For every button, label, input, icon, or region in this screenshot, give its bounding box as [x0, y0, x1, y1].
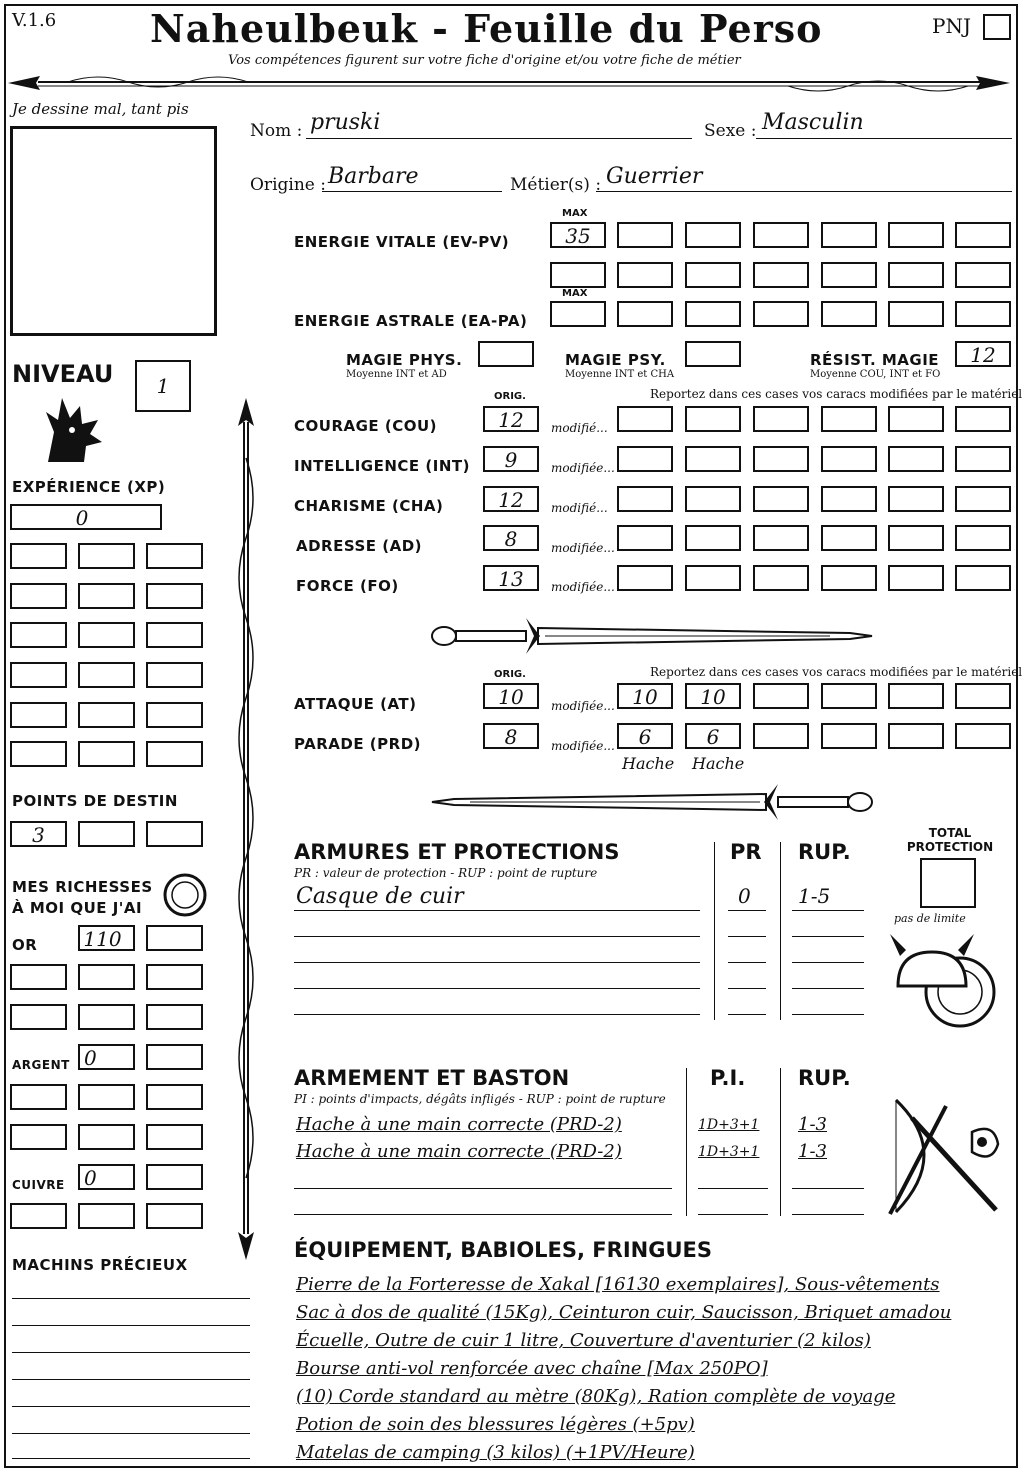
attaque-label: ATTAQUE (AT)	[294, 695, 417, 713]
wealth-label: MES RICHESSES	[12, 878, 153, 896]
ev-box[interactable]	[617, 262, 673, 288]
weapon-name[interactable]: Hache à une main correcte (PRD-2)	[296, 1114, 622, 1135]
nom-value[interactable]: pruski	[310, 110, 381, 135]
ev-box[interactable]	[617, 222, 673, 248]
ev-box[interactable]	[888, 222, 944, 248]
ea-box[interactable]	[685, 301, 741, 327]
stat-mod-box[interactable]	[685, 525, 741, 551]
parade-mod-box[interactable]: 6	[685, 723, 741, 749]
stat-label: COURAGE (COU)	[294, 417, 438, 435]
stat-mod-label: modifiée...	[551, 541, 615, 555]
origine-line	[322, 191, 502, 192]
armor-rup[interactable]: 1-5	[798, 884, 831, 908]
xp-cell[interactable]	[146, 543, 203, 569]
weapon-note: Hache	[622, 754, 675, 773]
attaque-mod-box[interactable]	[753, 683, 809, 709]
argent-box[interactable]	[146, 1044, 203, 1070]
destin-label: POINTS DE DESTIN	[12, 792, 178, 810]
portrait-caption: Je dessine mal, tant pis	[12, 100, 189, 118]
weapons-divider	[686, 1068, 687, 1216]
stat-label: ADRESSE (AD)	[296, 537, 423, 555]
dragon-icon	[40, 392, 106, 464]
xp-cell[interactable]	[10, 543, 67, 569]
or-box[interactable]: 110	[78, 925, 135, 951]
attaque-mod-label: modifiée...	[551, 699, 615, 713]
argent-box[interactable]	[10, 1124, 67, 1150]
stat-mod-box[interactable]	[821, 486, 877, 512]
or-box[interactable]	[10, 964, 67, 990]
stat-mod-box[interactable]	[888, 446, 944, 472]
parade-mod-box[interactable]	[753, 723, 809, 749]
armor-divider	[780, 842, 781, 1020]
armor-rup-label: RUP.	[798, 840, 851, 864]
armor-line	[728, 910, 766, 911]
or-box[interactable]	[10, 1004, 67, 1030]
niveau-box[interactable]: 1	[135, 360, 191, 412]
xp-cell[interactable]	[146, 583, 203, 609]
precious-label: MACHINS PRÉCIEUX	[12, 1256, 188, 1274]
xp-box[interactable]: 0	[10, 504, 162, 530]
stat-mod-box[interactable]	[685, 486, 741, 512]
argent-box[interactable]: 0	[78, 1044, 135, 1070]
attaque-mod-box[interactable]: 10	[685, 683, 741, 709]
stat-label: FORCE (FO)	[296, 577, 399, 595]
helmet-shield-icon	[888, 926, 1000, 1036]
armor-line	[728, 962, 766, 963]
sword-icon	[430, 780, 874, 824]
argent-box[interactable]	[146, 1084, 203, 1110]
stat-mod-box[interactable]	[753, 565, 809, 591]
xp-cell[interactable]	[146, 741, 203, 767]
precious-line	[12, 1352, 250, 1353]
stat-mod-box[interactable]	[617, 486, 673, 512]
weapon-pi[interactable]: 1D+3+1	[698, 1117, 760, 1133]
xp-cell[interactable]	[10, 741, 67, 767]
sheet-subtitle: Vos compétences figurent sur votre fiche d'origine et/ou votre fiche de métier	[228, 53, 741, 68]
armor-line	[294, 1014, 700, 1015]
metier-line	[596, 191, 1012, 192]
armor-title: ARMURES ET PROTECTIONS	[294, 840, 620, 864]
ea-box[interactable]	[617, 301, 673, 327]
metier-value[interactable]: Guerrier	[606, 164, 703, 189]
attaque-mod-box[interactable]	[888, 683, 944, 709]
weapon-pi[interactable]: 1D+3+1	[698, 1144, 760, 1160]
weapons-rup-label: RUP.	[798, 1066, 851, 1090]
stat-orig-box[interactable]: 13	[483, 565, 539, 591]
parade-mod-box[interactable]	[821, 723, 877, 749]
stat-mod-box[interactable]	[955, 446, 1011, 472]
parade-orig-box[interactable]: 8	[483, 723, 539, 749]
weapon-line	[792, 1214, 864, 1215]
attaque-orig-box[interactable]: 10	[483, 683, 539, 709]
origine-label: Origine :	[250, 175, 326, 195]
stats-report-note: Reportez dans ces cases vos caracs modifiées par le matériel	[650, 387, 1023, 401]
sexe-value[interactable]: Masculin	[762, 110, 864, 135]
stat-mod-box[interactable]	[617, 525, 673, 551]
stat-orig-box[interactable]: 12	[483, 406, 539, 432]
stat-mod-box[interactable]	[685, 446, 741, 472]
armor-line	[792, 910, 864, 911]
armor-line	[728, 1014, 766, 1015]
armor-line	[294, 988, 700, 989]
cuivre-box[interactable]	[146, 1203, 203, 1229]
argent-box[interactable]	[78, 1084, 135, 1110]
or-box[interactable]	[78, 964, 135, 990]
nom-label: Nom :	[250, 121, 303, 141]
stat-mod-box[interactable]	[821, 406, 877, 432]
armor-pr-label: PR	[730, 840, 762, 864]
weapon-line	[698, 1188, 768, 1189]
armor-pr[interactable]: 0	[738, 884, 751, 908]
stat-orig-box[interactable]: 9	[483, 446, 539, 472]
parade-mod-box[interactable]	[888, 723, 944, 749]
stat-mod-box[interactable]	[753, 446, 809, 472]
weapon-rup[interactable]: 1-3	[798, 1141, 827, 1162]
parade-mod-box[interactable]	[955, 723, 1011, 749]
weapon-line	[792, 1188, 864, 1189]
precious-line	[12, 1325, 250, 1326]
sexe-label: Sexe :	[704, 121, 757, 141]
stat-mod-box[interactable]	[821, 446, 877, 472]
equipment-item[interactable]: Écuelle, Outre de cuir 1 litre, Couverture d'aventurier (2 kilos)	[296, 1330, 871, 1351]
orig-label: ORIG.	[494, 391, 526, 402]
argent-box[interactable]	[146, 1124, 203, 1150]
stat-mod-box[interactable]	[685, 565, 741, 591]
armor-line	[792, 936, 864, 937]
armor-divider	[714, 842, 715, 1020]
stat-mod-box[interactable]	[955, 525, 1011, 551]
weapon-rup[interactable]: 1-3	[798, 1114, 827, 1135]
argent-box[interactable]	[78, 1124, 135, 1150]
ea-box[interactable]	[888, 301, 944, 327]
niveau-label: NIVEAU	[12, 360, 114, 388]
metier-label: Métier(s) :	[510, 175, 602, 195]
stat-mod-box[interactable]	[617, 565, 673, 591]
equipment-item[interactable]: Pierre de la Forteresse de Xakal [16130 exemplaires], Sous-vêtements	[296, 1274, 940, 1295]
cuivre-box[interactable]	[146, 1164, 203, 1190]
total-protection-label: TOTAL PROTECTION	[906, 826, 994, 854]
stat-mod-box[interactable]	[753, 406, 809, 432]
coin-icon	[162, 872, 208, 918]
stat-mod-box[interactable]	[955, 406, 1011, 432]
magie-phys-box[interactable]	[478, 341, 534, 367]
stat-mod-box[interactable]	[888, 486, 944, 512]
armor-note: PR : valeur de protection - RUP : point de rupture	[294, 866, 598, 880]
ev-box[interactable]	[550, 262, 606, 288]
wealth-label-2: À MOI QUE J'AI	[12, 899, 143, 917]
ev-box[interactable]	[753, 262, 809, 288]
stat-mod-box[interactable]	[821, 565, 877, 591]
ea-box[interactable]	[821, 301, 877, 327]
ev-label: ENERGIE VITALE (EV-PV)	[294, 233, 510, 251]
xp-label: EXPÉRIENCE (XP)	[12, 478, 166, 496]
weapons-pi-label: P.I.	[710, 1066, 746, 1090]
armor-line	[792, 962, 864, 963]
stat-mod-box[interactable]	[617, 406, 673, 432]
resist-magie-box[interactable]: 12	[955, 341, 1011, 367]
precious-line	[12, 1458, 250, 1459]
xp-cell[interactable]	[10, 583, 67, 609]
argent-label: ARGENT	[12, 1058, 70, 1072]
xp-cell[interactable]	[10, 662, 67, 688]
ev-box[interactable]	[888, 262, 944, 288]
destin-box[interactable]	[78, 821, 135, 847]
ev-box[interactable]	[955, 222, 1011, 248]
armor-line	[728, 936, 766, 937]
or-box[interactable]	[146, 925, 203, 951]
ev-max-label: MAX	[562, 208, 588, 219]
resist-magie-label: RÉSIST. MAGIE	[810, 351, 940, 369]
stat-orig-box[interactable]: 8	[483, 525, 539, 551]
sexe-line	[756, 138, 1012, 139]
spear-icon	[226, 398, 266, 1260]
armor-line	[792, 988, 864, 989]
destin-box[interactable]	[146, 821, 203, 847]
ev-max-box[interactable]: 35	[550, 222, 606, 248]
xp-cell[interactable]	[78, 622, 135, 648]
sword-icon	[430, 614, 874, 658]
weapon-line	[698, 1214, 768, 1215]
stat-mod-box[interactable]	[888, 406, 944, 432]
ev-box[interactable]	[821, 262, 877, 288]
xp-cell[interactable]	[78, 543, 135, 569]
stat-mod-label: modifiée...	[551, 580, 615, 594]
xp-cell[interactable]	[146, 702, 203, 728]
xp-cell[interactable]	[78, 662, 135, 688]
stat-mod-box[interactable]	[617, 446, 673, 472]
precious-line	[12, 1298, 250, 1299]
magie-phys-note: Moyenne INT et AD	[346, 369, 447, 380]
attaque-mod-box[interactable]: 10	[617, 683, 673, 709]
armor-line	[792, 1014, 864, 1015]
attaque-mod-box[interactable]	[955, 683, 1011, 709]
or-box[interactable]	[146, 964, 203, 990]
or-box[interactable]	[78, 1004, 135, 1030]
ev-box[interactable]	[753, 222, 809, 248]
ev-box[interactable]	[955, 262, 1011, 288]
xp-cell[interactable]	[10, 622, 67, 648]
nom-line	[306, 138, 692, 139]
stat-mod-box[interactable]	[753, 525, 809, 551]
stat-mod-box[interactable]	[888, 525, 944, 551]
destin-box[interactable]: 3	[10, 821, 67, 847]
cuivre-box[interactable]	[10, 1203, 67, 1229]
cuivre-label: CUIVRE	[12, 1178, 65, 1192]
combat-report-note: Reportez dans ces cases vos caracs modifiées par le matériel	[650, 665, 1023, 679]
armor-line	[728, 988, 766, 989]
stat-mod-label: modifiée...	[551, 461, 615, 475]
weapon-name[interactable]: Hache à une main correcte (PRD-2)	[296, 1141, 622, 1162]
magie-phys-label: MAGIE PHYS.	[346, 351, 463, 369]
stat-mod-label: modifié...	[551, 421, 608, 435]
equipment-item[interactable]: Sac à dos de qualité (15Kg), Ceinturon cuir, Saucisson, Briquet amadou	[296, 1302, 952, 1323]
weapon-line	[294, 1188, 672, 1189]
equipment-item[interactable]: Potion de soin des blessures légères (+5pv)	[296, 1414, 695, 1435]
xp-cell[interactable]	[78, 741, 135, 767]
origine-value[interactable]: Barbare	[328, 164, 419, 189]
version-label: V.1.6	[12, 10, 57, 31]
equipment-title: ÉQUIPEMENT, BABIOLES, FRINGUES	[294, 1238, 712, 1262]
ev-box[interactable]	[685, 262, 741, 288]
xp-cell[interactable]	[146, 622, 203, 648]
magie-psy-box[interactable]	[685, 341, 741, 367]
armor-line	[294, 910, 700, 911]
weapon-note: Hache	[692, 754, 745, 773]
header-spear-divider	[8, 68, 1010, 96]
sheet-title: Naheulbeuk - Feuille du Perso	[150, 6, 823, 51]
combat-orig-label: ORIG.	[494, 669, 526, 680]
armor-line	[294, 962, 700, 963]
stat-mod-box[interactable]	[955, 486, 1011, 512]
xp-cell[interactable]	[78, 583, 135, 609]
weapons-cluster-icon	[886, 1096, 1004, 1218]
equipment-item[interactable]: (10) Corde standard au mètre (80Kg), Ration complète de voyage	[296, 1386, 896, 1407]
stat-mod-box[interactable]	[888, 565, 944, 591]
stat-orig-box[interactable]: 12	[483, 486, 539, 512]
weapons-divider	[780, 1068, 781, 1216]
stat-mod-box[interactable]	[685, 406, 741, 432]
portrait-box[interactable]	[10, 126, 217, 336]
xp-cell[interactable]	[146, 662, 203, 688]
stat-label: CHARISME (CHA)	[294, 497, 444, 515]
stat-mod-box[interactable]	[955, 565, 1011, 591]
or-box[interactable]	[146, 1004, 203, 1030]
parade-mod-box[interactable]: 6	[617, 723, 673, 749]
magie-psy-note: Moyenne INT et CHA	[565, 369, 675, 380]
weapons-note: PI : points d'impacts, dégâts infligés - RUP : point de rupture	[294, 1092, 666, 1106]
no-limit-note: pas de limite	[894, 912, 966, 925]
stat-mod-label: modifié...	[551, 501, 608, 515]
pnj-label: PNJ	[932, 14, 971, 38]
attaque-mod-box[interactable]	[821, 683, 877, 709]
pnj-checkbox[interactable]	[983, 14, 1011, 40]
precious-line	[12, 1406, 250, 1407]
parade-mod-label: modifiée...	[551, 739, 615, 753]
parade-label: PARADE (PRD)	[294, 735, 422, 753]
precious-line	[12, 1379, 250, 1380]
equipment-item[interactable]: Bourse anti-vol renforcée avec chaîne [Max 250PO]	[296, 1358, 768, 1379]
ea-max-label: MAX	[562, 288, 588, 299]
stat-label: INTELLIGENCE (INT)	[294, 457, 470, 475]
cuivre-box[interactable]	[78, 1203, 135, 1229]
armor-line	[294, 936, 700, 937]
weapon-line	[294, 1214, 672, 1215]
magie-psy-label: MAGIE PSY.	[565, 351, 666, 369]
ea-box[interactable]	[753, 301, 809, 327]
xp-cell[interactable]	[78, 702, 135, 728]
ea-box[interactable]	[955, 301, 1011, 327]
resist-magie-note: Moyenne COU, INT et FO	[810, 369, 941, 380]
armor-name[interactable]: Casque de cuir	[296, 884, 464, 909]
ea-label: ENERGIE ASTRALE (EA-PA)	[294, 312, 528, 330]
ev-box[interactable]	[821, 222, 877, 248]
ea-max-box[interactable]	[550, 301, 606, 327]
stat-mod-box[interactable]	[821, 525, 877, 551]
or-label: OR	[12, 936, 38, 954]
weapons-title: ARMEMENT ET BASTON	[294, 1066, 570, 1090]
precious-line	[12, 1433, 250, 1434]
equipment-item[interactable]: Matelas de camping (3 kilos) (+1PV/Heure)	[296, 1442, 695, 1463]
cuivre-box[interactable]: 0	[78, 1164, 135, 1190]
xp-cell[interactable]	[10, 702, 67, 728]
argent-box[interactable]	[10, 1084, 67, 1110]
stat-mod-box[interactable]	[753, 486, 809, 512]
ev-box[interactable]	[685, 222, 741, 248]
total-protection-box[interactable]	[920, 858, 976, 908]
